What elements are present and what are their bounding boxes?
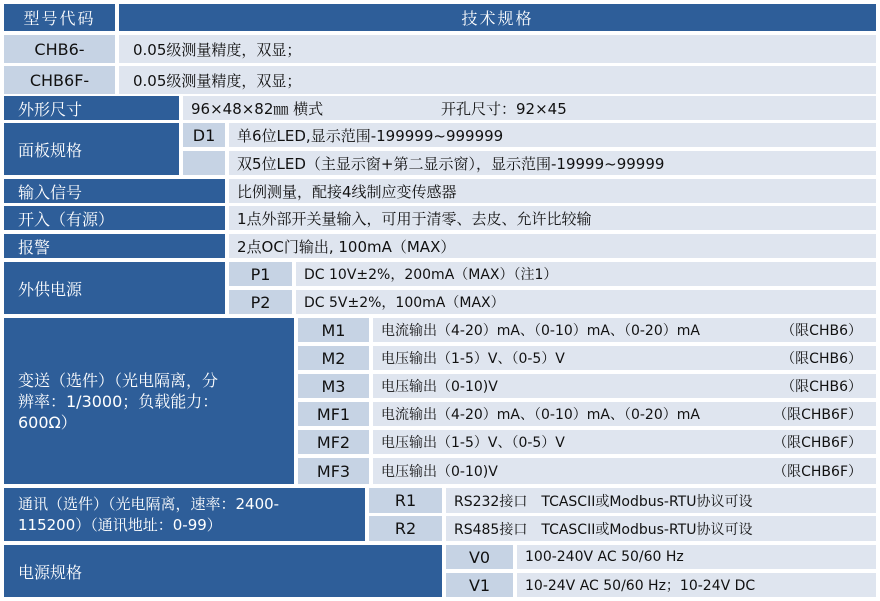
header-model-code: 型号代码 [4,4,115,31]
panel-desc-d1: 单6位LED,显示范围-199999~999999 [229,123,876,147]
model-code-chb6f: CHB6F- [4,66,115,94]
transmit-desc-mf1: 电流输出（4-20）mA、（0-10）mA、（0-20）mA [381,407,700,423]
dimensions-cutout: 开孔尺寸：92×45 [441,99,567,118]
transmit-code-m2: M2 [298,346,369,370]
input-signal-desc: 比例测量，配接4线制应变传感器 [229,179,876,203]
transmit-code-mf3: MF3 [298,458,369,484]
panel-code-blank [183,151,225,175]
header-tech-spec: 技术规格 [119,4,876,31]
aux-power-desc-p2: DC 5V±2%，100mA（MAX） [296,290,876,314]
transmit-note-mf1: （限CHB6F） [773,407,862,423]
transmit-row-mf3 [373,458,876,484]
comm-code-r2: R2 [369,516,442,541]
comm-code-r1: R1 [369,488,442,513]
switch-input-desc: 1点外部开关量输入，可用于清零、去皮、允许比较输 [229,206,876,230]
model-code-chb6: CHB6- [4,35,115,63]
power-supply-label: 电源规格 [4,545,442,597]
comm-desc-r1: RS232接口 TCASCII或Modbus-RTU协议可设 [446,488,876,513]
dimensions-size: 96×48×82㎜ 横式 [191,99,324,118]
transmit-code-m1: M1 [298,318,369,342]
dimensions-row [183,96,876,120]
model-spec-chb6: 0.05级测量精度，双显； [119,35,876,63]
transmit-desc-m1: 电流输出（4-20）mA、（0-10）mA、（0-20）mA [381,323,700,339]
aux-power-desc-p1: DC 10V±2%，200mA（MAX）（注1） [296,262,876,286]
transmit-code-m3: M3 [298,374,369,398]
aux-power-label: 外供电源 [4,262,225,314]
transmit-desc-m3: 电压输出（0-10)V [381,379,498,395]
aux-power-code-p2: P2 [229,290,292,314]
power-supply-code-v0: V0 [446,545,513,569]
transmit-row-mf2 [373,430,876,454]
comm-label: 通讯（选件）（光电隔离，速率：2400-115200）（通讯地址：0-99） [4,488,365,541]
comm-desc-r2: RS485接口 TCASCII或Modbus-RTU协议可设 [446,516,876,541]
transmit-note-mf2: （限CHB6F） [773,435,862,451]
transmit-code-mf1: MF1 [298,402,369,426]
input-signal-label: 输入信号 [4,179,225,203]
transmit-note-m2: （限CHB6） [781,351,862,367]
transmit-desc-mf3: 电压输出（0-10)V [381,464,498,480]
transmit-desc-m2: 电压输出（1-5）V、（0-5）V [381,351,565,367]
transmit-note-mf3: （限CHB6F） [773,464,862,480]
transmit-row-m3 [373,374,876,398]
switch-input-label: 开入（有源） [4,206,225,230]
transmit-label: 变送（选件）（光电隔离，分辨率：1/3000；负载能力：600Ω） [4,318,294,484]
panel-label: 面板规格 [4,123,179,175]
panel-desc-dual: 双5位LED（主显示窗+第二显示窗），显示范围-19999~99999 [229,151,876,175]
power-supply-desc-v0: 100-240V AC 50/60 Hz [517,545,876,569]
transmit-row-mf1 [373,402,876,426]
alarm-desc: 2点OC门输出, 100mA（MAX） [229,234,876,258]
transmit-code-mf2: MF2 [298,430,369,454]
dimensions-label: 外形尺寸 [4,96,179,120]
power-supply-code-v1: V1 [446,573,513,597]
alarm-label: 报警 [4,234,225,258]
model-spec-chb6f: 0.05级测量精度，双显； [119,66,876,94]
transmit-desc-mf2: 电压输出（1-5）V、（0-5）V [381,435,565,451]
panel-code-d1: D1 [183,123,225,147]
aux-power-code-p1: P1 [229,262,292,286]
power-supply-desc-v1: 10-24V AC 50/60 Hz；10-24V DC [517,573,876,597]
transmit-note-m3: （限CHB6） [781,379,862,395]
transmit-note-m1: （限CHB6） [781,323,862,339]
transmit-row-m1 [373,318,876,342]
transmit-row-m2 [373,346,876,370]
